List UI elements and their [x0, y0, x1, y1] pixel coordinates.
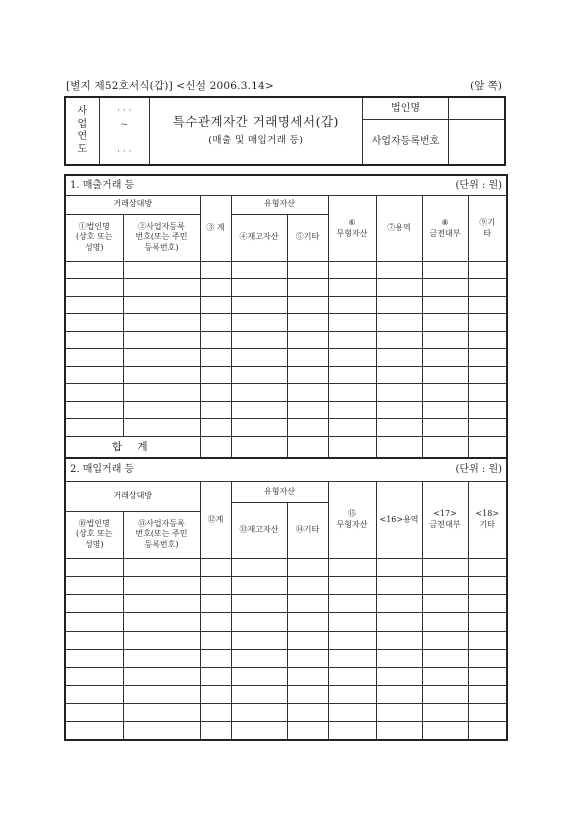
sales-entry-cell[interactable]	[123, 349, 200, 366]
purchase-entry-cell[interactable]	[231, 649, 287, 667]
sales-entry-cell[interactable]	[65, 314, 123, 331]
purchase-entry-cell[interactable]	[231, 722, 287, 740]
sales-entry-cell[interactable]	[422, 296, 468, 313]
sales-entry-cell[interactable]	[328, 296, 376, 313]
purchase-entry-cell[interactable]	[376, 686, 422, 704]
sales-entry-cell[interactable]	[231, 384, 287, 401]
purchase-entry-row	[65, 595, 507, 613]
sales-entry-cell[interactable]	[200, 401, 231, 418]
purchase-entry-cell[interactable]	[328, 686, 376, 704]
purchase-entry-cell[interactable]	[65, 631, 123, 649]
purchase-entry-cell[interactable]	[287, 649, 328, 667]
purchase-col-other: <18> 기타	[468, 481, 507, 558]
sales-entry-row	[65, 296, 507, 313]
purchase-entry-cell[interactable]	[422, 686, 468, 704]
sales-entry-cell[interactable]	[422, 366, 468, 383]
sales-entry-cell[interactable]	[422, 261, 468, 278]
purchase-entry-cell[interactable]	[328, 613, 376, 631]
purchase-table	[64, 457, 508, 741]
purchase-entry-cell[interactable]	[468, 613, 507, 631]
sales-entry-cell[interactable]	[200, 384, 231, 401]
sales-entry-cell[interactable]	[468, 401, 507, 418]
sales-entry-cell[interactable]	[65, 331, 123, 348]
sales-entry-cell[interactable]	[200, 349, 231, 366]
purchase-entry-cell[interactable]	[328, 595, 376, 613]
sales-entry-cell[interactable]	[287, 384, 328, 401]
purchase-entry-cell[interactable]	[123, 558, 200, 576]
sales-entry-cell[interactable]	[200, 419, 231, 437]
sales-total-cell[interactable]	[376, 436, 422, 458]
purchase-entry-cell[interactable]	[422, 595, 468, 613]
purchase-entry-cell[interactable]	[376, 649, 422, 667]
purchase-entry-cell[interactable]	[200, 686, 231, 704]
purchase-entry-cell[interactable]	[468, 631, 507, 649]
sales-col-other: ⑨기 타	[468, 196, 507, 262]
sales-entry-cell[interactable]	[422, 314, 468, 331]
sales-entry-cell[interactable]	[468, 261, 507, 278]
sales-entry-cell[interactable]	[328, 331, 376, 348]
purchase-rows	[65, 558, 507, 740]
purchase-entry-cell[interactable]	[65, 613, 123, 631]
purchase-entry-cell[interactable]	[328, 649, 376, 667]
sales-entry-cell[interactable]	[376, 366, 422, 383]
purchase-entry-cell[interactable]	[200, 704, 231, 722]
sales-table	[64, 174, 508, 459]
purchase-entry-cell[interactable]	[123, 649, 200, 667]
purchase-entry-cell[interactable]	[287, 704, 328, 722]
sales-col-total: ③ 계	[200, 196, 231, 262]
purchase-col-biz-no: ⑪사업자등록 번호(또는 주민 등록번호)	[123, 511, 200, 558]
sales-entry-cell[interactable]	[287, 419, 328, 437]
purchase-entry-cell[interactable]	[376, 667, 422, 685]
purchase-entry-cell[interactable]	[200, 558, 231, 576]
sales-entry-row	[65, 349, 507, 366]
sales-entry-cell[interactable]	[123, 279, 200, 296]
purchase-entry-cell[interactable]	[65, 686, 123, 704]
sales-total-label: 합 계	[65, 436, 200, 458]
sales-entry-cell[interactable]	[468, 384, 507, 401]
sales-entry-cell[interactable]	[287, 366, 328, 383]
sales-entry-cell[interactable]	[231, 366, 287, 383]
sales-entry-cell[interactable]	[468, 349, 507, 366]
purchase-entry-cell[interactable]	[123, 595, 200, 613]
sales-entry-cell[interactable]	[123, 331, 200, 348]
sales-total-cell[interactable]	[328, 436, 376, 458]
sales-entry-cell[interactable]	[200, 366, 231, 383]
purchase-entry-cell[interactable]	[468, 649, 507, 667]
sales-entry-cell[interactable]	[123, 366, 200, 383]
sales-col-tangible-other: ⑤기타	[287, 214, 328, 261]
purchase-entry-row	[65, 613, 507, 631]
purchase-entry-cell[interactable]	[287, 686, 328, 704]
sales-entry-cell[interactable]	[200, 261, 231, 278]
sales-entry-row	[65, 331, 507, 348]
sales-entry-cell[interactable]	[468, 279, 507, 296]
sales-entry-cell[interactable]	[65, 419, 123, 437]
purchase-entry-cell[interactable]	[328, 704, 376, 722]
purchase-col-loan: <17> 금전대부	[422, 481, 468, 558]
sales-entry-row	[65, 384, 507, 401]
sales-entry-cell[interactable]	[200, 314, 231, 331]
sales-entry-cell[interactable]	[287, 261, 328, 278]
purchase-entry-cell[interactable]	[287, 595, 328, 613]
purchase-entry-row	[65, 722, 507, 740]
sales-entry-cell[interactable]	[328, 419, 376, 437]
purchase-entry-cell[interactable]	[231, 558, 287, 576]
purchase-entry-cell[interactable]	[376, 577, 422, 595]
purchase-entry-cell[interactable]	[65, 704, 123, 722]
purchase-entry-cell[interactable]	[287, 558, 328, 576]
purchase-entry-cell[interactable]	[287, 667, 328, 685]
purchase-entry-cell[interactable]	[200, 649, 231, 667]
purchase-unit: (단위 : 원)	[376, 458, 507, 481]
sales-entry-cell[interactable]	[123, 314, 200, 331]
form-number-caption: [별지 제52호서식(갑)] <신설 2006.3.14>	[66, 80, 274, 92]
sales-entry-cell[interactable]	[328, 261, 376, 278]
sales-entry-cell[interactable]	[328, 384, 376, 401]
purchase-entry-cell[interactable]	[200, 613, 231, 631]
sales-col-intangible: ⑥ 무형자산	[328, 196, 376, 262]
purchase-entry-cell[interactable]	[123, 704, 200, 722]
purchase-entry-cell[interactable]	[468, 595, 507, 613]
purchase-entry-cell[interactable]	[200, 577, 231, 595]
purchase-entry-cell[interactable]	[328, 577, 376, 595]
purchase-entry-cell[interactable]	[328, 631, 376, 649]
purchase-entry-cell[interactable]	[231, 631, 287, 649]
purchase-entry-cell[interactable]	[376, 722, 422, 740]
sales-entry-cell[interactable]	[65, 349, 123, 366]
purchase-entry-cell[interactable]	[328, 558, 376, 576]
purchase-entry-cell[interactable]	[328, 722, 376, 740]
sales-entry-cell[interactable]	[287, 296, 328, 313]
sales-rows	[65, 261, 507, 436]
sales-total-cell[interactable]	[287, 436, 328, 458]
purchase-entry-cell[interactable]	[231, 613, 287, 631]
purchase-entry-cell[interactable]	[231, 704, 287, 722]
sales-col-loan: ⑧ 금전대부	[422, 196, 468, 262]
sales-entry-cell[interactable]	[468, 419, 507, 437]
business-period: · · · ~ · · ·	[99, 97, 149, 165]
header-table	[64, 96, 506, 166]
sales-entry-cell[interactable]	[376, 296, 422, 313]
purchase-entry-cell[interactable]	[65, 595, 123, 613]
sales-entry-row	[65, 314, 507, 331]
sales-entry-cell[interactable]	[231, 349, 287, 366]
purchase-entry-cell[interactable]	[422, 722, 468, 740]
purchase-entry-cell[interactable]	[287, 722, 328, 740]
sales-entry-cell[interactable]	[328, 314, 376, 331]
purchase-entry-cell[interactable]	[123, 577, 200, 595]
sales-entry-cell[interactable]	[123, 261, 200, 278]
purchase-entry-cell[interactable]	[376, 613, 422, 631]
page-side-caption: (앞 쪽)	[470, 80, 502, 92]
purchase-entry-row	[65, 631, 507, 649]
sales-entry-cell[interactable]	[422, 331, 468, 348]
sales-entry-cell[interactable]	[328, 366, 376, 383]
purchase-entry-cell[interactable]	[376, 595, 422, 613]
corp-name-label: 법인명	[362, 97, 448, 120]
sales-entry-cell[interactable]	[200, 279, 231, 296]
purchase-entry-cell[interactable]	[422, 649, 468, 667]
purchase-entry-cell[interactable]	[376, 704, 422, 722]
purchase-entry-cell[interactable]	[422, 631, 468, 649]
purchase-section-title: 2. 매입거래 등	[65, 458, 376, 481]
sales-entry-cell[interactable]	[422, 349, 468, 366]
purchase-entry-cell[interactable]	[123, 722, 200, 740]
sales-entry-cell[interactable]	[468, 314, 507, 331]
sales-entry-cell[interactable]	[200, 296, 231, 313]
sales-total-cell[interactable]	[422, 436, 468, 458]
form-title-cell	[149, 97, 362, 165]
purchase-entry-row	[65, 667, 507, 685]
sales-entry-cell[interactable]	[376, 314, 422, 331]
sales-entry-cell[interactable]	[65, 366, 123, 383]
purchase-entry-cell[interactable]	[200, 631, 231, 649]
purchase-col-intangible: ⑮ 무형자산	[328, 481, 376, 558]
sales-entry-cell[interactable]	[376, 261, 422, 278]
sales-entry-cell[interactable]	[231, 331, 287, 348]
sales-col-service: ⑦용역	[376, 196, 422, 262]
sales-total-cell[interactable]	[468, 436, 507, 458]
sales-entry-cell[interactable]	[123, 384, 200, 401]
purchase-entry-cell[interactable]	[376, 558, 422, 576]
purchase-entry-cell[interactable]	[422, 667, 468, 685]
purchase-entry-cell[interactable]	[123, 613, 200, 631]
sales-entry-cell[interactable]	[422, 401, 468, 418]
sales-entry-cell[interactable]	[200, 331, 231, 348]
sales-entry-cell[interactable]	[231, 401, 287, 418]
purchase-entry-cell[interactable]	[468, 722, 507, 740]
sales-entry-cell[interactable]	[287, 314, 328, 331]
purchase-entry-row	[65, 704, 507, 722]
sales-entry-cell[interactable]	[376, 401, 422, 418]
sales-entry-cell[interactable]	[468, 366, 507, 383]
sales-entry-cell[interactable]	[422, 419, 468, 437]
purchase-entry-cell[interactable]	[422, 704, 468, 722]
sales-entry-cell[interactable]	[123, 419, 200, 437]
sales-entry-cell[interactable]	[231, 419, 287, 437]
form-subtitle: (매출 및 매입거래 등)	[208, 135, 304, 147]
sales-col-biz-no: ②사업자등록 번호(또는 주민 등록번호)	[123, 214, 200, 261]
biz-no-field[interactable]	[449, 120, 505, 165]
sales-entry-cell[interactable]	[376, 349, 422, 366]
sales-tangible-header: 유형자산	[231, 196, 328, 215]
purchase-entry-cell[interactable]	[468, 704, 507, 722]
sales-col-inventory: ④재고자산	[231, 214, 287, 261]
sales-counterparty-header: 거래상대방	[65, 196, 200, 215]
sales-entry-cell[interactable]	[328, 279, 376, 296]
sales-entry-cell[interactable]	[376, 331, 422, 348]
purchase-entry-row	[65, 649, 507, 667]
sales-entry-cell[interactable]	[123, 296, 200, 313]
sales-entry-row	[65, 261, 507, 278]
sales-entry-cell[interactable]	[468, 296, 507, 313]
business-year-label: 사 업 연 도	[65, 97, 99, 165]
sales-entry-row	[65, 401, 507, 418]
purchase-entry-cell[interactable]	[65, 577, 123, 595]
purchase-col-tangible-other: ⑭기타	[287, 503, 328, 559]
purchase-entry-cell[interactable]	[123, 631, 200, 649]
purchase-entry-cell[interactable]	[328, 667, 376, 685]
sales-entry-cell[interactable]	[376, 384, 422, 401]
sales-total-cell[interactable]	[200, 436, 231, 458]
purchase-entry-cell[interactable]	[468, 686, 507, 704]
purchase-entry-cell[interactable]	[65, 722, 123, 740]
purchase-entry-row	[65, 686, 507, 704]
purchase-entry-cell[interactable]	[287, 613, 328, 631]
sales-entry-cell[interactable]	[328, 349, 376, 366]
sales-col-corp-name: ①법인명 (상호 또는 성명)	[65, 214, 123, 261]
purchase-entry-cell[interactable]	[468, 558, 507, 576]
sales-entry-cell[interactable]	[231, 279, 287, 296]
purchase-entry-cell[interactable]	[231, 577, 287, 595]
purchase-entry-cell[interactable]	[287, 631, 328, 649]
purchase-entry-cell[interactable]	[200, 667, 231, 685]
sales-entry-cell[interactable]	[65, 401, 123, 418]
purchase-entry-cell[interactable]	[200, 722, 231, 740]
form-caption-line	[66, 78, 504, 92]
purchase-entry-cell[interactable]	[65, 649, 123, 667]
sales-entry-row	[65, 366, 507, 383]
purchase-entry-cell[interactable]	[65, 558, 123, 576]
sales-unit: (단위 : 원)	[376, 175, 507, 196]
purchase-entry-row	[65, 577, 507, 595]
sales-entry-cell[interactable]	[376, 279, 422, 296]
purchase-entry-cell[interactable]	[231, 686, 287, 704]
sales-entry-cell[interactable]	[231, 314, 287, 331]
purchase-entry-cell[interactable]	[65, 667, 123, 685]
sales-entry-cell[interactable]	[287, 349, 328, 366]
sales-entry-cell[interactable]	[231, 261, 287, 278]
purchase-entry-cell[interactable]	[468, 667, 507, 685]
sales-entry-cell[interactable]	[287, 401, 328, 418]
purchase-entry-cell[interactable]	[376, 631, 422, 649]
purchase-entry-cell[interactable]	[200, 595, 231, 613]
purchase-entry-cell[interactable]	[231, 595, 287, 613]
purchase-entry-cell[interactable]	[287, 577, 328, 595]
sales-entry-cell[interactable]	[468, 331, 507, 348]
sales-entry-cell[interactable]	[65, 384, 123, 401]
purchase-entry-cell[interactable]	[422, 558, 468, 576]
sales-total-cell[interactable]	[231, 436, 287, 458]
sales-entry-cell[interactable]	[422, 279, 468, 296]
sales-entry-row	[65, 419, 507, 437]
purchase-col-corp-name: ⑩법인명 (상호 또는 성명)	[65, 511, 123, 558]
purchase-col-total: ⑫계	[200, 481, 231, 558]
purchase-entry-cell[interactable]	[422, 577, 468, 595]
purchase-entry-row	[65, 558, 507, 576]
sales-entry-cell[interactable]	[65, 296, 123, 313]
sales-entry-cell[interactable]	[65, 279, 123, 296]
sales-entry-cell[interactable]	[287, 279, 328, 296]
sales-entry-cell[interactable]	[328, 401, 376, 418]
purchase-tangible-header: 유형자산	[231, 481, 328, 502]
sales-entry-cell[interactable]	[231, 296, 287, 313]
sales-entry-cell[interactable]	[123, 401, 200, 418]
purchase-entry-cell[interactable]	[123, 667, 200, 685]
corp-name-field[interactable]	[449, 97, 505, 120]
sales-entry-cell[interactable]	[422, 384, 468, 401]
purchase-entry-cell[interactable]	[231, 667, 287, 685]
purchase-col-service: <16>용역	[376, 481, 422, 558]
sales-entry-cell[interactable]	[65, 261, 123, 278]
purchase-entry-cell[interactable]	[422, 613, 468, 631]
sales-entry-row	[65, 279, 507, 296]
form-title: 특수관계자간 거래명세서(갑)	[172, 114, 339, 130]
purchase-entry-cell[interactable]	[123, 686, 200, 704]
sales-entry-cell[interactable]	[287, 331, 328, 348]
purchase-col-inventory: ⑬재고자산	[231, 503, 287, 559]
purchase-entry-cell[interactable]	[468, 577, 507, 595]
purchase-counterparty-header: 거래상대방	[65, 481, 200, 511]
sales-entry-cell[interactable]	[376, 419, 422, 437]
biz-no-label: 사업자등록번호	[362, 120, 448, 165]
sales-section-title: 1. 매출거래 등	[65, 175, 376, 196]
